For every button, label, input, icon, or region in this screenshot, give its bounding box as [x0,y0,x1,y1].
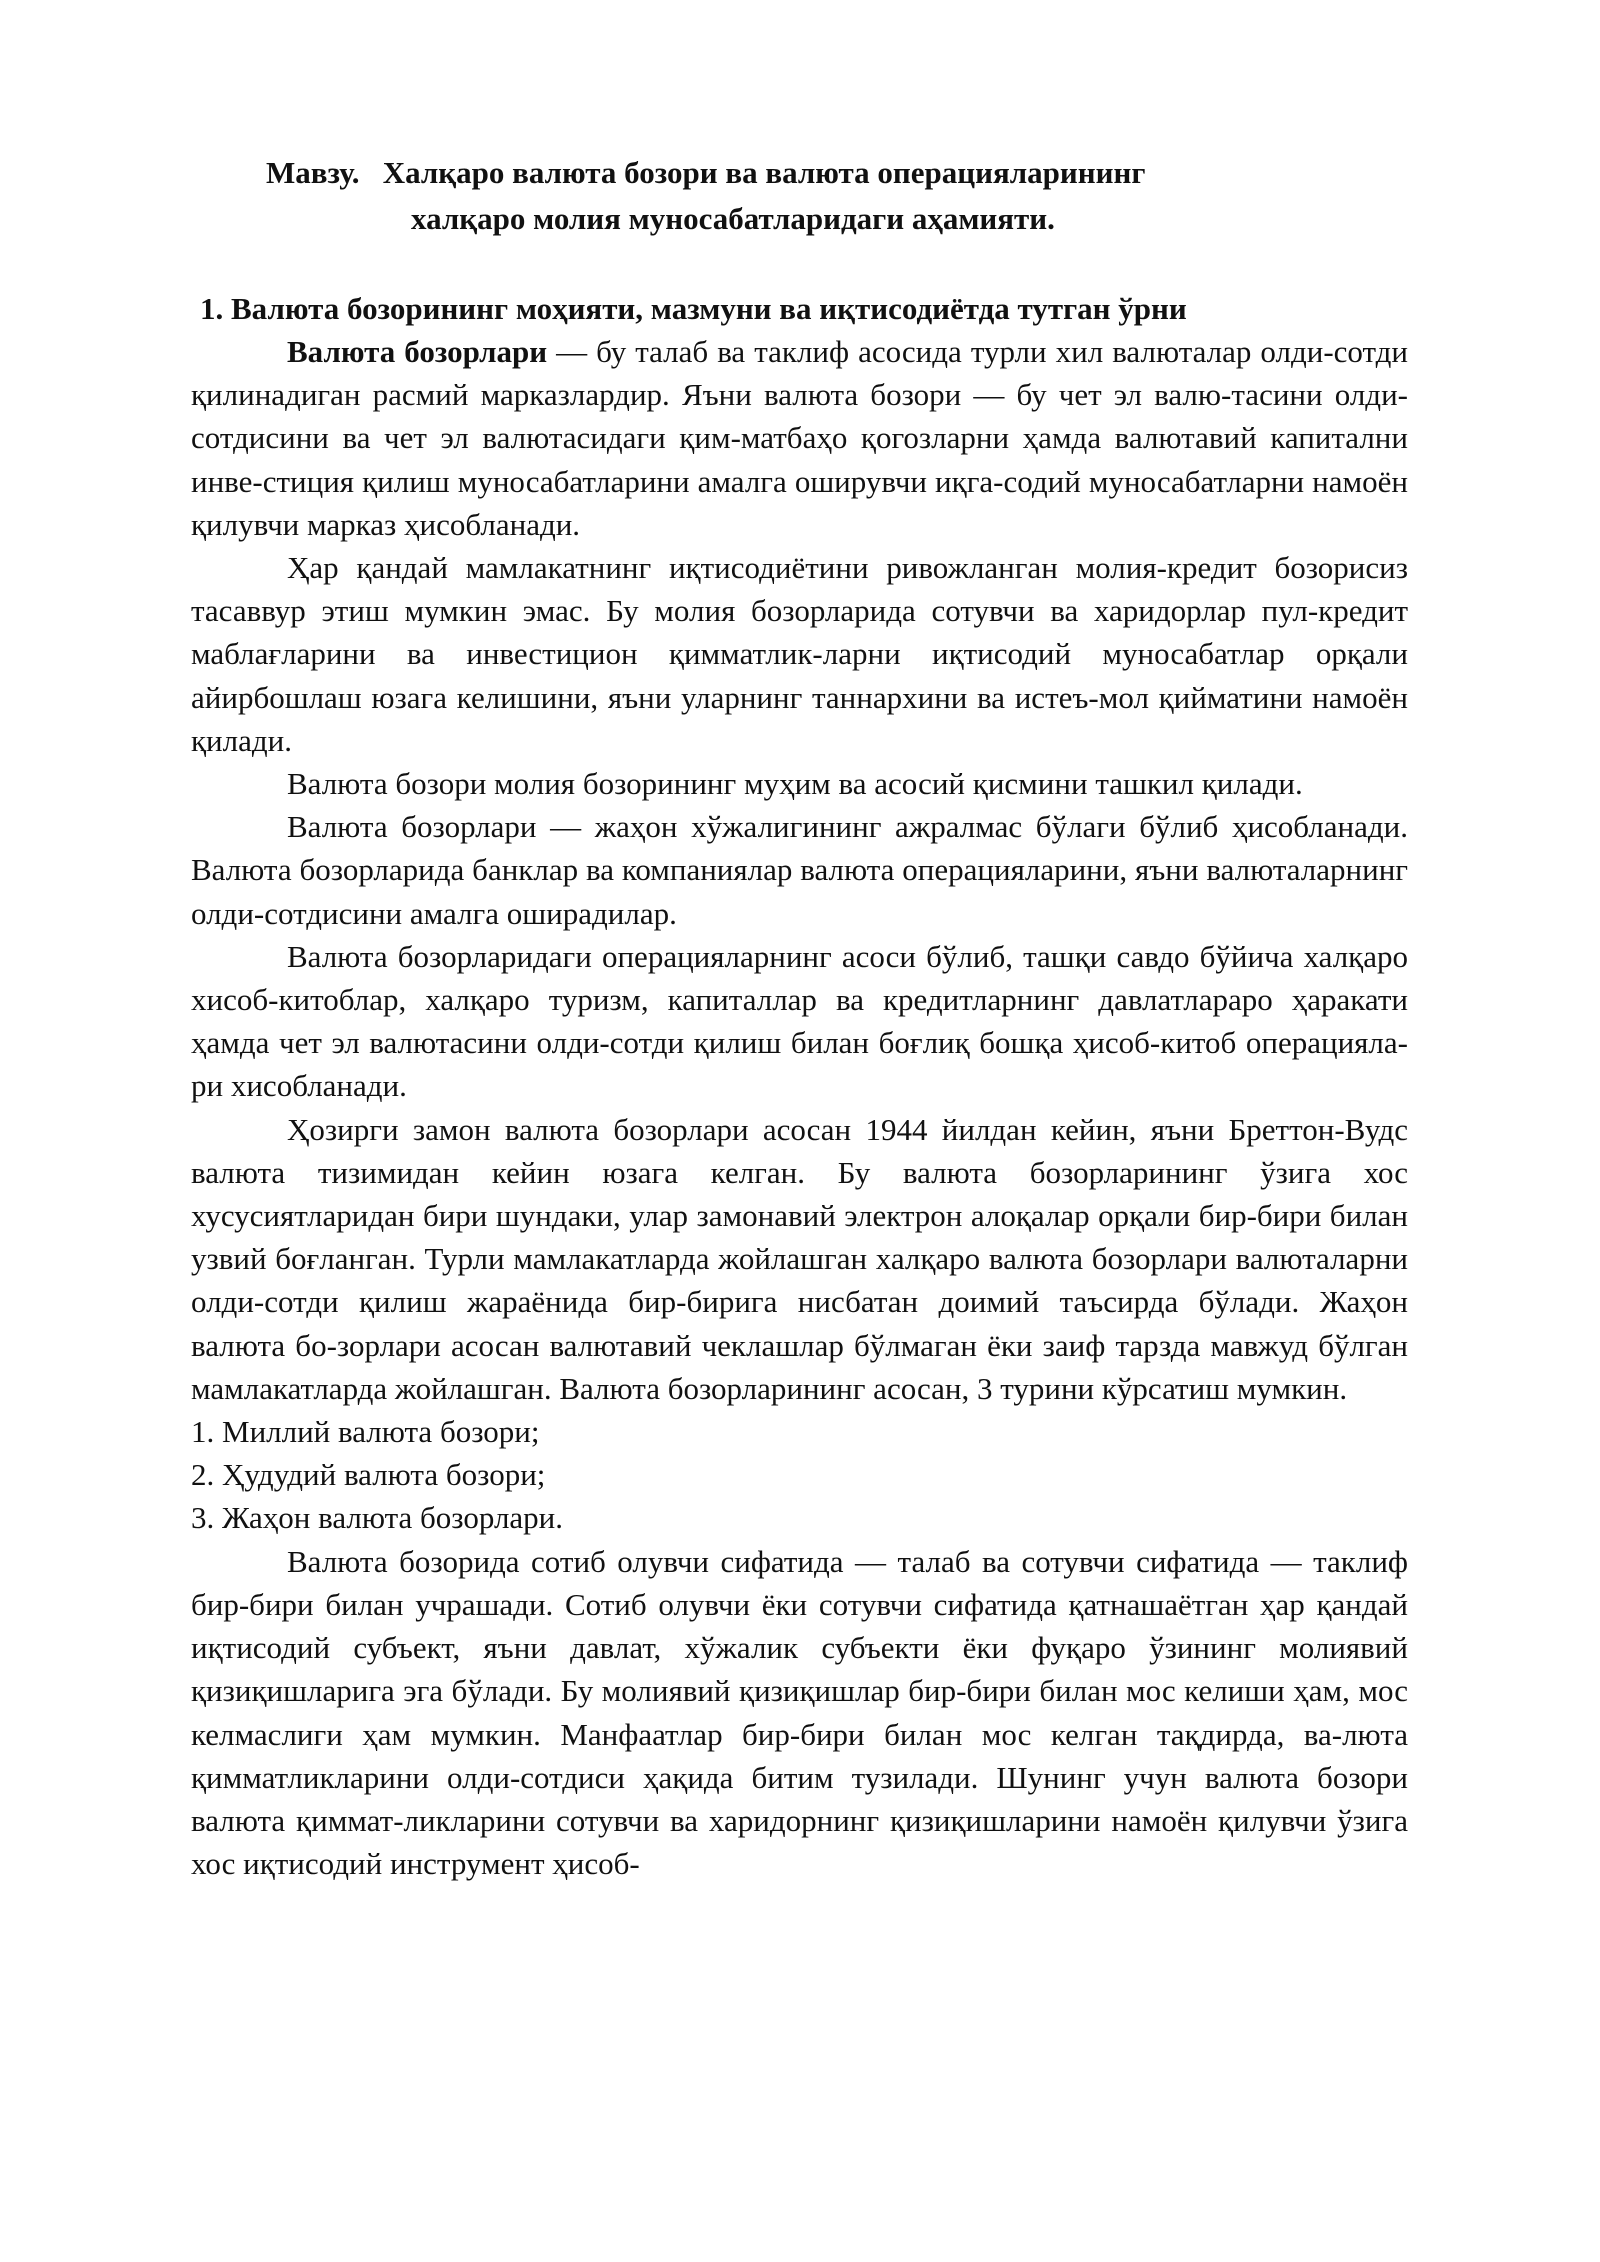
list-item: 1. Миллий валюта бозори; [191,1414,540,1450]
paragraph-4: Валюта бозорлари — жаҳон хўжалигининг ажралмас бўлаги бўлиб ҳисобланади. Валюта бозорларида банклар ва компаниялар валюта операцияларини, яъни валюталарнинг олди-сотдисини амалга оширадилар. [191,809,1408,931]
title-line-1: Мавзу. Халқаро валюта бозори ва валюта операцияларининг [266,155,1146,190]
paragraph-7: Валюта бозорида сотиб олувчи сифатида — талаб ва сотувчи сифатида — таклиф бир-бири билан учрашади. Сотиб олувчи ёки сотувчи сифатида қатнашаётган ҳар қандай иқтисодий субъект, яъни давлат, хўжалик субъекти ёки фуқаро ўзининг молиявий қизиқишларига эга бўлади. Бу молиявий қизиқишлар бир-бири билан мос келиши ҳам, мос келмаслиги ҳам мумкин. Манфаатлар бир-бири билан мос келган тақдирда, ва-люта қимматликларини олди-сотдиси ҳақида битим тузилади. Шунинг учун валюта бозори валюта қиммат-ликларини сотувчи ва харидорнинг қизиқишларини намоён қилувчи ўзига хос иқтисодий инструмент ҳисоб- [191,1543,1408,1882]
paragraph-2: Ҳар қандай мамлакатнинг иқтисодиётини ривожланган молия-кредит бозорисиз тасаввур этиш мумкин эмас. Бу молия бозорларида сотувчи ва харидорлар пул-кредит маблағларини ва инвестицион қимматлик-ларни иқтисодий муносабатлар орқали айирбошлаш юзага келишини, яъни уларнинг таннархини ва истеъ-мол қийматини намоён қилади. [191,550,1408,758]
list-item: 2. Ҳудудий валюта бозори; [191,1457,546,1493]
term-currency-markets: Валюта бозорлари [287,334,548,369]
list-item: 3. Жаҳон валюта бозорлари. [191,1500,564,1536]
document-title [191,150,1408,242]
paragraph-6: Ҳозирги замон валюта бозорлари асосан 1944 йилдан кейин, яъни Бреттон-Вудс валюта тизимидан кейин юзага келган. Бу валюта бозорларининг ўзига хос хусусиятларидан бири шундаки, улар замонавий электрон алоқалар орқали бир-бири билан узвий боғланган. Турли мамлакатларда жойлашган халқаро валюта бозорлари валюталарни олди-сотди қилиш жараёнида бир-бирига нисбатан доимий таъсирда бўлади. Жаҳон валюта бо-зорлари асосан валютавий чеклашлар бўлмаган ёки заиф тарзда мавжуд бўлган мамлакатларда жойлашган. Валюта бозорларининг асосан, 3 турини кўрсатиш мумкин. [191,1111,1408,1406]
section-heading: 1. Валюта бозорининг моҳияти, мазмуни ва иқтисодиётда тутган ўрни [200,291,1187,326]
paragraph-1-text: — бу талаб ва таклиф асосида турли хил валюталар олди-сотди қилинадиган расмий марказлардир. Яъни валюта бозори — бу чет эл валю-тасини олди-сотдисини ва чет эл валютасидаги қим-матбаҳо қогозларни ҳамда валютавий капитални инве-стиция қилиш муносабатларини амалга оширувчи иқга-содий муносабатларни намоён қилувчи марказ ҳисобланади. [191,334,1408,542]
title-line-2: халқаро молия муносабатларидаги аҳамияти. [411,201,1055,236]
paragraph-1 [191,330,1408,546]
document-body [191,330,1408,1885]
paragraph-3: Валюта бозори молия бозорининг муҳим ва асосий қисмини ташкил қилади. [287,766,1303,802]
paragraph-5: Валюта бозорларидаги операцияларнинг асоси бўлиб, ташқи савдо бўйича халқаро хисоб-китоблар, халқаро туризм, капиталлар ва кредитларнинг давлатлараро ҳаракати ҳамда чет эл валютасини олди-сотди қилиш билан боғлиқ бошқа ҳисоб-китоб операцияла-ри хисобланади. [191,938,1408,1104]
